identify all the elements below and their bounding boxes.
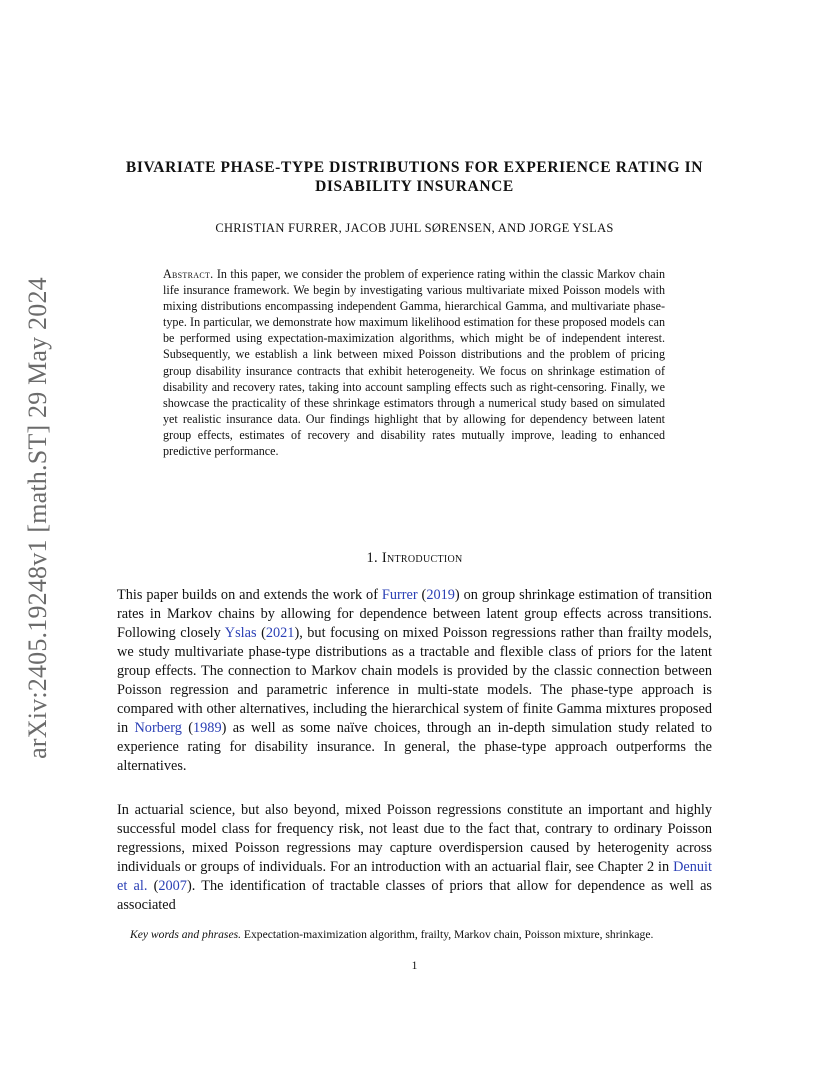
text-run: as well as some naïve choices, through an in-depth simulation study related to experience rating for disability insurance. In general, the phase-type approach outperforms the alternatives. [117,719,712,774]
citation-norberg-author[interactable]: Norberg [134,719,182,736]
citation-denuit-author[interactable]: Denuit et al. [117,858,712,894]
intro-paragraph-2: In actuarial science, but also beyond, mixed Poisson regressions constitute an important and highly successful model class for frequency risk, not least due to the fact that, contrary to ordinary Poisson regressions, mixed Poisson regressions may capture overdispersion caused by heterogenity across individuals or groups of individuals. For an introduction with an actuarial flair, see Chapter 2 in Denuit et al. (2007). The identification of tractable classes of priors that allow for dependence as well as associated [117,802,712,913]
abstract [163,266,665,459]
text-run: . The identification of tractable classes of priors that allow for dependence as well as associated [117,877,712,913]
text-run: In actuarial science, but also beyond, mixed Poisson regressions constitute an important and highly successful model class for frequency risk, not least due to the fact that, contrary to ordinary Poisson regressions, mixed Poisson regressions may capture overdispersion caused by heterogenity across individuals or groups of individuals. For an introduction with an actuarial flair, see Chapter 2 in [117,802,712,875]
paper-title: BIVARIATE PHASE-TYPE DISTRIBUTIONS FOR EXPERIENCE RATING IN DISABILITY INSURANCE [125,159,704,195]
intro-paragraph-1: This paper builds on and extends the work of Furrer (2019) on group shrinkage estimation of transition rates in Markov chains by allowing for dependence between latent group effects across transitions. Following closely Yslas (2021), but focusing on mixed Poisson regressions rather than frailty models, we study multivariate phase-type distributions as a tractable and flexible class of priors for the latent group effects. The connection to Markov chain models is provided by the classic connection between Poisson regression and parametric inference in multi-state models. The phase-type approach is compared with other alternatives, including the hierarchical system of finite Gamma mixtures proposed in Norberg (1989) as well as some naïve choices, through an in-depth simulation study related to experience rating for disability insurance. In general, the phase-type approach outperforms the alternatives. [117,587,712,774]
page-number: 1 [411,960,418,972]
arxiv-identifier-stamp [18,268,58,768]
section-title-text: Introduction [381,550,463,566]
section-heading-introduction [117,550,712,567]
section-number: 1. [366,550,378,566]
citation-norberg-year[interactable]: 1989 [193,719,222,736]
keywords-label: Key words and phrases. [130,928,242,941]
citation-furrer-year[interactable]: 2019 [426,587,455,603]
citation-denuit-year[interactable]: 2007 [158,877,187,894]
arxiv-identifier-text: arXiv:2405.19248v1 [math.ST] 29 May 2024 [23,277,53,759]
citation-furrer-author[interactable]: Furrer [381,587,418,603]
text-run: This paper builds on and extends the work of [117,587,382,603]
text-run: , but focusing on mixed Poisson regressions rather than frailty models, we study multivariate phase-type distributions as a tractable and flexible class of priors for the latent group effects. The connection to Markov chain models is provided by the classic connection between Poisson regression and parametric inference in multi-state models. The phase-type approach is compared with other alternatives, including the hierarchical system of finite Gamma mixtures proposed in [117,624,712,736]
paper-authors: CHRISTIAN FURRER, JACOB JUHL SØRENSEN, AND JORGE YSLAS [215,221,614,235]
citation-yslas-author[interactable]: Yslas [224,624,257,641]
citation-yslas-year[interactable]: 2021 [265,624,295,641]
keywords-footnote [117,927,712,943]
keywords-text: Expectation-maximization algorithm, frailty, Markov chain, Poisson mixture, shrinkage. [241,928,654,941]
abstract-label: Abstract. [163,267,214,281]
abstract-text: In this paper, we consider the problem of experience rating within the classic Markov chain life insurance framework. We begin by investigating various multivariate mixed Poisson models with mixing distributions encompassing independent Gamma, hierarchical Gamma, and multivariate phase-type. In particular, we demonstrate how maximum likelihood estimation for these proposed models can be performed using expectation-maximization algorithms, which might be of independent interest. Subsequently, we establish a link between mixed Poisson distributions and the problem of pricing group disability insurance contracts that exhibit heterogeneity. We focus on shrinkage estimation of disability and recovery rates, taking into account sampling effects such as right-censoring. Finally, we showcase the practicality of these shrinkage estimators through a numerical study based on simulated yet realistic insurance data. Our findings highlight that by allowing for dependency between latent group effects, estimates of recovery and disability rates mutually improve, leading to enhanced predictive performance. [163,267,666,459]
text-run: on group shrinkage estimation of transition rates in Markov chains by allowing for dependence between latent group effects across transitions. Following closely [117,587,712,641]
